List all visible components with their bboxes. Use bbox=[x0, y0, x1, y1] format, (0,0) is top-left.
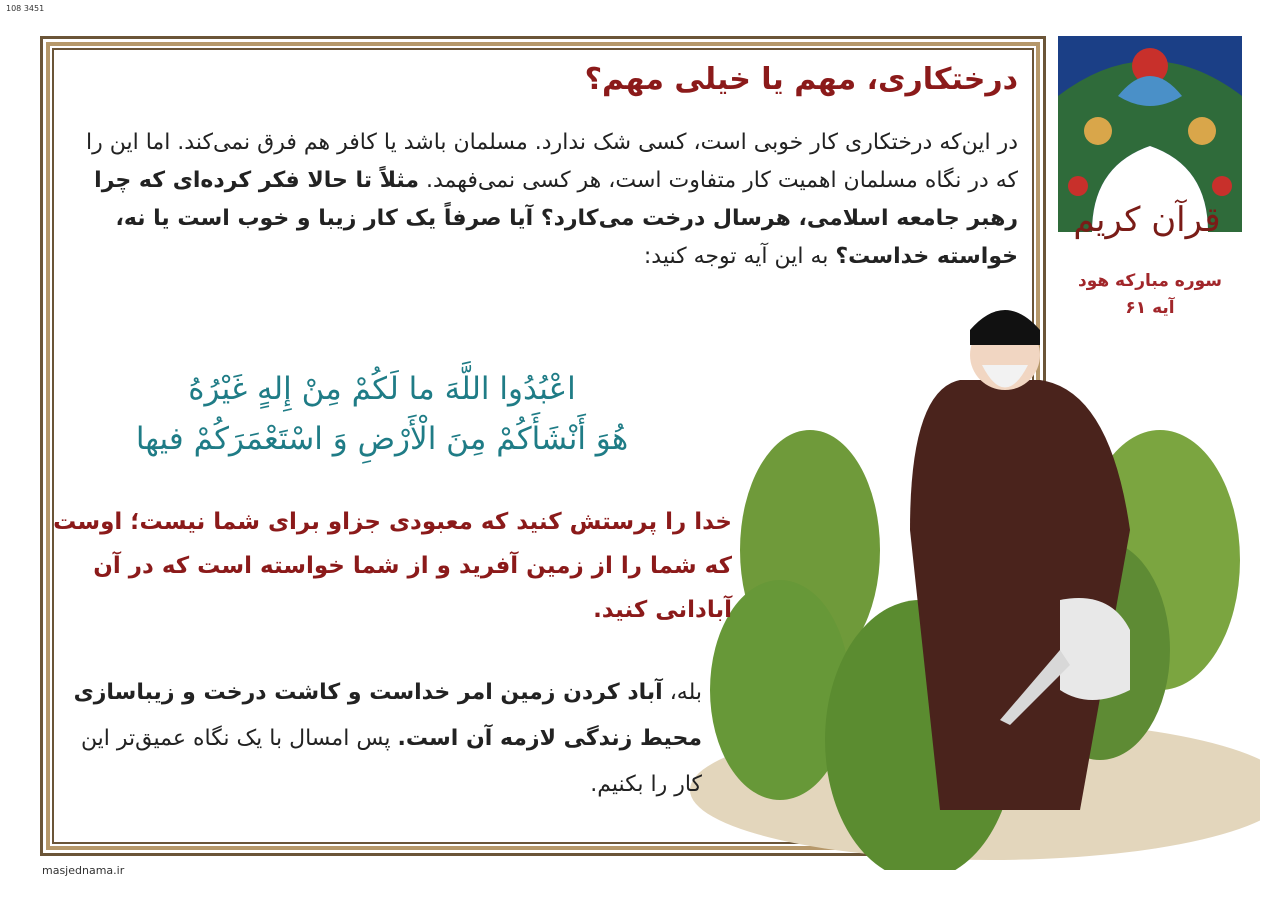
ayah-number: آیه ۶۱ bbox=[1125, 298, 1175, 318]
planting-scene-image bbox=[660, 270, 1260, 870]
closing-text: بله، bbox=[669, 680, 702, 705]
closing-paragraph bbox=[62, 670, 702, 808]
website-url: masjednama.ir bbox=[42, 864, 125, 877]
page-title: درختکاری، مهم یا خیلی مهم؟ bbox=[584, 62, 1018, 97]
sura-name: سوره مبارکه هود bbox=[1077, 271, 1223, 291]
quran-label: قرآن کریم bbox=[1073, 200, 1221, 240]
image-code: 108 3451 bbox=[6, 4, 45, 13]
intro-tail-text: به این آیه توجه کنید: bbox=[643, 244, 829, 269]
quran-verse bbox=[92, 364, 672, 464]
closing-tail-text: پس امسال با یک نگاه عمیق‌تر این کار را بکنیم. bbox=[80, 726, 702, 797]
verse-line-1: اعْبُدُوا اللَّهَ ما لَكُمْ مِنْ إِلهٍ غَيْرُهُ bbox=[188, 371, 576, 407]
intro-bold-text: مثلاً تا حالا فکر کرده‌ای که چرا رهبر جامعه اسلامی، هرسال درخت می‌کارد؟ آیا صرفاً یک کار زیبا و خوب است یا نه، خواسته خداست؟ bbox=[94, 168, 1018, 269]
closing-bold-text: آباد کردن زمین امر خداست و کاشت درخت و زیباسازی محیط زندگی لازمه آن است. bbox=[73, 680, 702, 751]
intro-paragraph bbox=[58, 124, 1018, 276]
intro-text: در این‌که درختکاری کار خوبی است، کسی شک ندارد. مسلمان باشد یا کافر هم فرق نمی‌کند. اما این را که در نگاه مسلمان اهمیت کار متفاوت است، هر کسی نمی‌فهمد. bbox=[86, 130, 1018, 193]
verse-line-2: هُوَ أَنْشَأَكُمْ مِنَ الْأَرْضِ وَ اسْتَعْمَرَكُمْ فيها bbox=[135, 421, 629, 457]
verse-translation: خدا را پرستش کنید که معبودی جزاو برای شما نیست؛ اوست که شما را از زمین آفرید و از شما خواسته است که در آن آبادانی کنید. bbox=[53, 509, 732, 623]
